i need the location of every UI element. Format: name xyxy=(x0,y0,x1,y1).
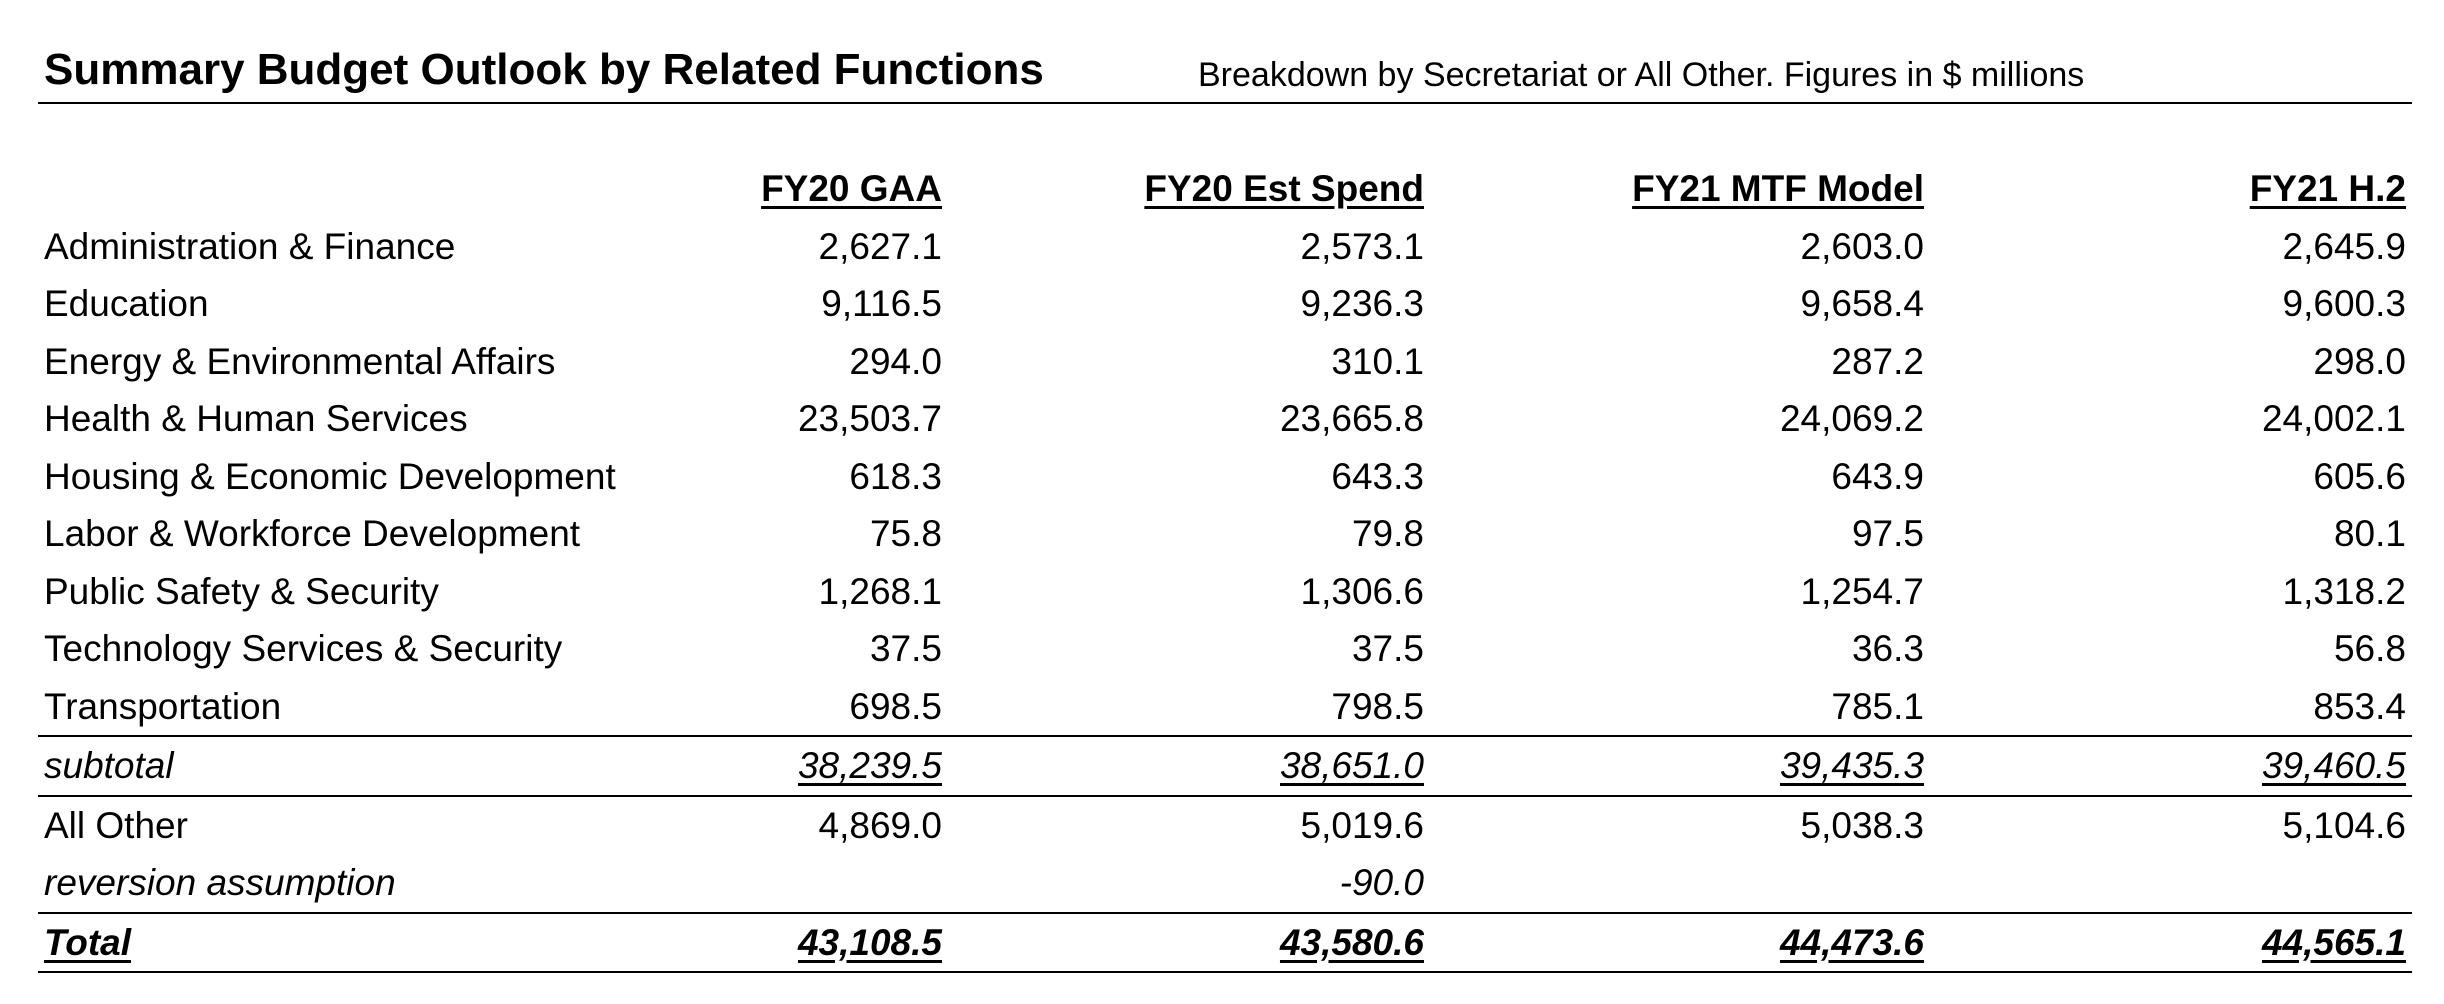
total-fy20-gaa: 43,108.5 xyxy=(797,921,942,963)
subtotal-fy21-mtf-model: 39,435.3 xyxy=(1779,745,1924,786)
row-label: Public Safety & Security xyxy=(44,570,439,612)
cell-fy21-h2: 1,318.2 xyxy=(2282,570,2406,612)
cell-fy20-gaa: 1,268.1 xyxy=(818,570,942,612)
total-fy21-h2: 44,565.1 xyxy=(2261,921,2406,963)
cell-fy21-h2: 80.1 xyxy=(2333,513,2406,554)
row-label: Housing & Economic Development xyxy=(44,455,616,497)
column-header-fy20-est-spend: FY20 Est Spend xyxy=(1144,168,1424,209)
table-row xyxy=(38,678,2412,737)
cell-fy20-est-spend: 79.8 xyxy=(1351,513,1424,554)
subtotal-row xyxy=(38,736,2412,796)
total-fy21-mtf-model: 44,473.6 xyxy=(1779,921,1924,963)
table-row xyxy=(38,620,2412,678)
cell-fy20-gaa: 294.0 xyxy=(849,340,942,382)
page-subtitle: Breakdown by Secretariat or All Other. Figures in $ millions xyxy=(1198,56,2085,94)
row-label: Technology Services & Security xyxy=(44,628,563,669)
cell-fy21-mtf-model: 97.5 xyxy=(1851,513,1924,554)
cell-fy21-h2: 9,600.3 xyxy=(2282,283,2406,324)
cell-fy21-h2: 56.8 xyxy=(2333,628,2406,669)
row-label: Transportation xyxy=(44,685,282,727)
all-other-row xyxy=(38,796,2412,855)
cell-fy21-h2: 605.6 xyxy=(2313,455,2406,497)
table-row xyxy=(38,505,2412,563)
cell-fy20-est-spend: 37.5 xyxy=(1351,628,1424,669)
reversion-fy20-gaa xyxy=(702,854,942,913)
cell-fy20-gaa: 37.5 xyxy=(869,628,942,669)
cell-fy21-h2: 853.4 xyxy=(2313,685,2406,727)
row-label: Energy & Environmental Affairs xyxy=(44,340,556,382)
row-label: Health & Human Services xyxy=(44,398,468,439)
cell-fy20-est-spend: 798.5 xyxy=(1331,685,1424,727)
subtotal-fy20-gaa: 38,239.5 xyxy=(797,745,942,786)
cell-fy21-mtf-model: 287.2 xyxy=(1831,340,1924,382)
reversion-fy20-est-spend: -90.0 xyxy=(1339,862,1424,903)
subtotal-label: subtotal xyxy=(38,736,702,796)
table-row xyxy=(38,563,2412,621)
cell-fy21-mtf-model: 643.9 xyxy=(1831,455,1924,497)
cell-fy20-gaa: 698.5 xyxy=(849,685,942,727)
all-other-fy21-mtf-model: 5,038.3 xyxy=(1800,804,1924,846)
reversion-fy21-mtf-model xyxy=(1424,854,1924,913)
cell-fy21-h2: 298.0 xyxy=(2313,340,2406,382)
cell-fy21-h2: 24,002.1 xyxy=(2261,398,2406,439)
all-other-label: All Other xyxy=(44,804,188,846)
subtotal-fy20-est-spend: 38,651.0 xyxy=(1279,745,1424,786)
column-header-fy20-gaa: FY20 GAA xyxy=(761,168,942,209)
cell-fy20-gaa: 618.3 xyxy=(849,455,942,497)
column-header-row xyxy=(38,160,2412,218)
subtotal-fy21-h2: 39,460.5 xyxy=(2261,745,2406,786)
cell-fy20-est-spend: 23,665.8 xyxy=(1279,398,1424,439)
reversion-label: reversion assumption xyxy=(44,862,396,903)
cell-fy21-mtf-model: 1,254.7 xyxy=(1800,570,1924,612)
table-row xyxy=(38,390,2412,448)
reversion-fy21-h2 xyxy=(1924,854,2412,913)
cell-fy20-gaa: 75.8 xyxy=(869,513,942,554)
header xyxy=(38,44,2412,104)
all-other-fy20-est-spend: 5,019.6 xyxy=(1300,804,1424,846)
cell-fy21-mtf-model: 2,603.0 xyxy=(1800,225,1924,267)
cell-fy21-mtf-model: 9,658.4 xyxy=(1800,283,1924,324)
cell-fy20-gaa: 23,503.7 xyxy=(797,398,942,439)
cell-fy20-est-spend: 310.1 xyxy=(1331,340,1424,382)
total-label: Total xyxy=(44,921,132,963)
row-label: Education xyxy=(44,283,209,324)
cell-fy20-est-spend: 2,573.1 xyxy=(1300,225,1424,267)
table-row xyxy=(38,333,2412,391)
cell-fy20-est-spend: 643.3 xyxy=(1331,455,1424,497)
total-fy20-est-spend: 43,580.6 xyxy=(1279,921,1424,963)
table-row xyxy=(38,218,2412,276)
reversion-row xyxy=(38,854,2412,913)
budget-summary-page xyxy=(38,0,2412,1004)
cell-fy21-mtf-model: 24,069.2 xyxy=(1779,398,1924,439)
row-label: Labor & Workforce Development xyxy=(44,513,581,554)
all-other-fy20-gaa: 4,869.0 xyxy=(818,804,942,846)
cell-fy20-est-spend: 1,306.6 xyxy=(1300,570,1424,612)
cell-fy21-h2: 2,645.9 xyxy=(2282,225,2406,267)
cell-fy21-mtf-model: 36.3 xyxy=(1851,628,1924,669)
row-label: Administration & Finance xyxy=(44,225,456,267)
column-header-fy21-mtf-model: FY21 MTF Model xyxy=(1632,168,1924,209)
cell-fy20-gaa: 9,116.5 xyxy=(821,283,942,324)
table-row xyxy=(38,448,2412,506)
cell-fy21-mtf-model: 785.1 xyxy=(1831,685,1924,727)
cell-fy20-est-spend: 9,236.3 xyxy=(1300,283,1424,324)
cell-fy20-gaa: 2,627.1 xyxy=(818,225,942,267)
table-row xyxy=(38,275,2412,333)
column-header-label xyxy=(38,160,702,218)
total-row xyxy=(38,913,2412,973)
all-other-fy21-h2: 5,104.6 xyxy=(2282,804,2406,846)
budget-table xyxy=(38,160,2412,973)
page-title: Summary Budget Outlook by Related Functions xyxy=(44,45,1044,94)
column-header-fy21-h2: FY21 H.2 xyxy=(2249,168,2406,209)
